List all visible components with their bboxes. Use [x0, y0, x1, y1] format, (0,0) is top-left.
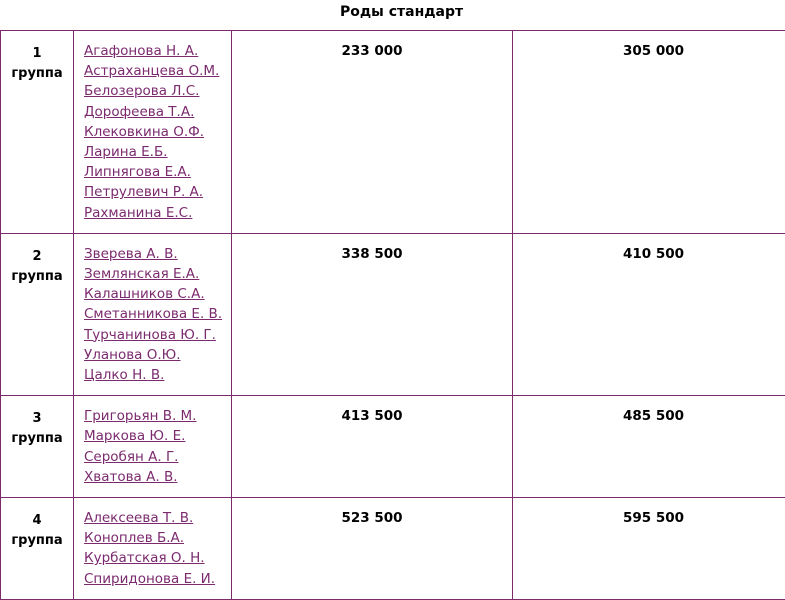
price-value: 233 000 — [232, 31, 512, 59]
group-number: 2 — [1, 247, 73, 267]
doctor-link[interactable]: Землянская Е.А. — [84, 264, 231, 284]
doctor-link[interactable]: Сметанникова Е. В. — [84, 304, 231, 324]
group-cell — [1, 31, 74, 234]
price-value: 485 500 — [513, 396, 785, 424]
price-cell — [232, 31, 513, 234]
doctor-link[interactable]: Зверева А. В. — [84, 244, 231, 264]
doctor-link[interactable]: Курбатская О. Н. — [84, 548, 231, 568]
doctor-link[interactable]: Маркова Ю. Е. — [84, 426, 231, 446]
price-cell — [513, 233, 785, 395]
doctor-link[interactable]: Дорофеева Т.А. — [84, 102, 231, 122]
table-row — [1, 233, 785, 395]
price-cell — [232, 233, 513, 395]
price-value: 523 500 — [232, 498, 512, 526]
table-row — [1, 396, 785, 498]
doctor-link[interactable]: Турчанинова Ю. Г. — [84, 325, 231, 345]
price-cell — [513, 396, 785, 498]
table-title: Роды стандарт — [340, 4, 463, 20]
price-cell — [232, 396, 513, 498]
group-label: группа — [1, 531, 73, 551]
price-value: 338 500 — [232, 234, 512, 262]
group-number: 4 — [1, 511, 73, 531]
doctor-link[interactable]: Хватова А. В. — [84, 467, 231, 487]
group-label: группа — [1, 64, 73, 84]
group-number: 1 — [1, 44, 73, 64]
doctor-link[interactable]: Уланова О.Ю. — [84, 345, 231, 365]
doctor-link[interactable]: Белозерова Л.С. — [84, 81, 231, 101]
doctor-link[interactable]: Липнягова Е.А. — [84, 162, 231, 182]
doctor-link[interactable]: Алексеева Т. В. — [84, 508, 231, 528]
price-value: 410 500 — [513, 234, 785, 262]
price-cell — [232, 498, 513, 600]
doctor-link[interactable]: Астраханцева О.М. — [84, 61, 231, 81]
doctors-cell — [74, 233, 232, 395]
table-header — [0, 0, 785, 30]
price-value: 305 000 — [513, 31, 785, 59]
group-label: группа — [1, 267, 73, 287]
doctor-link[interactable]: Спиридонова Е. И. — [84, 569, 231, 589]
group-label: группа — [1, 429, 73, 449]
doctor-link[interactable]: Агафонова Н. А. — [84, 41, 231, 61]
doctor-link[interactable]: Ларина Е.Б. — [84, 142, 231, 162]
group-cell — [1, 396, 74, 498]
price-value: 595 500 — [513, 498, 785, 526]
doctor-link[interactable]: Петрулевич Р. А. — [84, 182, 231, 202]
doctor-link[interactable]: Григорьян В. М. — [84, 406, 231, 426]
doctor-link[interactable]: Коноплев Б.А. — [84, 528, 231, 548]
price-cell — [513, 31, 785, 234]
group-cell — [1, 233, 74, 395]
doctors-cell — [74, 396, 232, 498]
table-row — [1, 498, 785, 600]
price-table-body — [1, 31, 785, 600]
doctor-link[interactable]: Серобян А. Г. — [84, 447, 231, 467]
price-table — [0, 30, 785, 600]
table-row — [1, 31, 785, 234]
doctor-link[interactable]: Клековкина О.Ф. — [84, 122, 231, 142]
doctor-link[interactable]: Калашников С.А. — [84, 284, 231, 304]
doctor-link[interactable]: Цалко Н. В. — [84, 365, 231, 385]
group-cell — [1, 498, 74, 600]
price-value: 413 500 — [232, 396, 512, 424]
doctor-link[interactable]: Рахманина Е.С. — [84, 203, 231, 223]
price-cell — [513, 498, 785, 600]
doctors-cell — [74, 31, 232, 234]
group-number: 3 — [1, 409, 73, 429]
doctors-cell — [74, 498, 232, 600]
